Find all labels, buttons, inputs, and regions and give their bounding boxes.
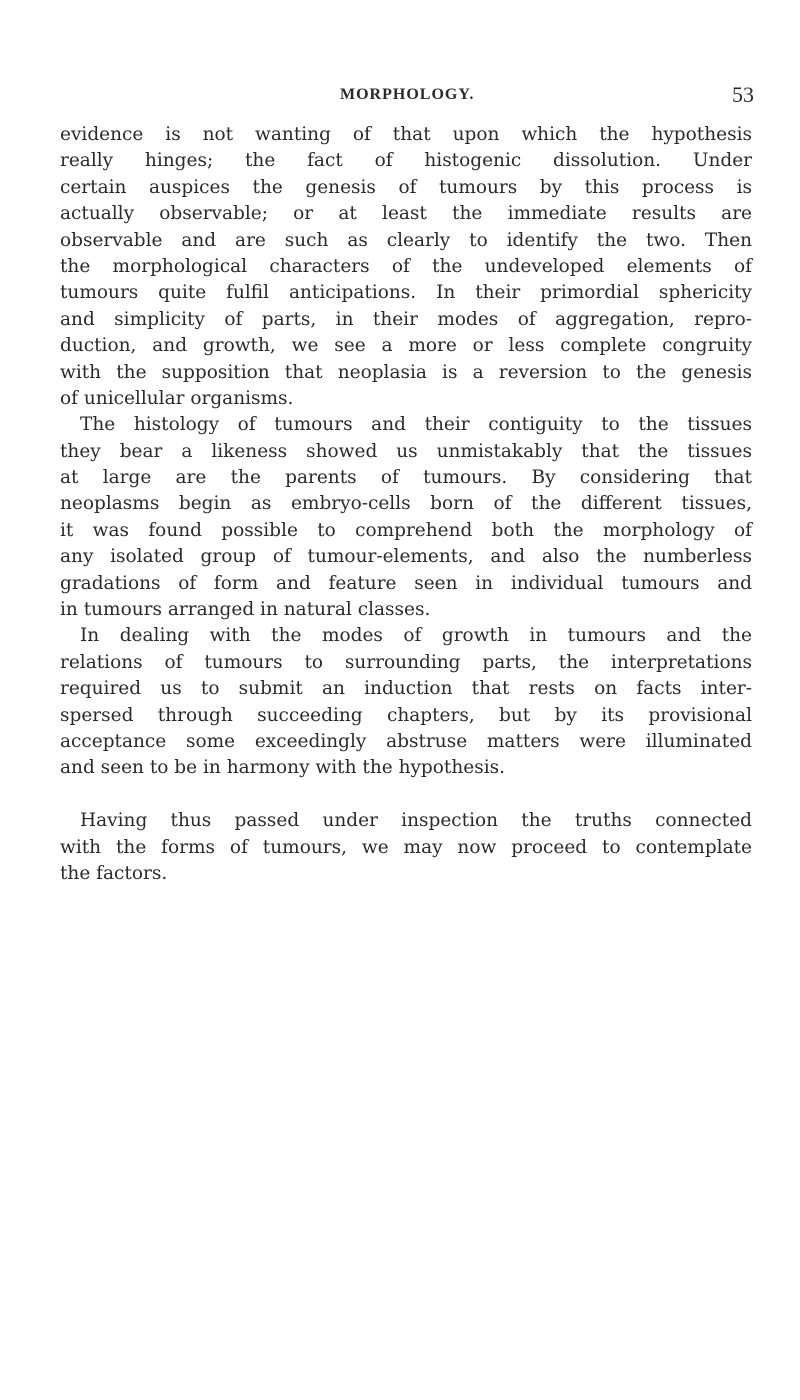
text-line: The histology of tumours and their contiguity to the tissues xyxy=(80,414,752,436)
text-line: certain auspices the genesis of tumours by this process is xyxy=(60,176,752,198)
paragraph xyxy=(60,808,752,887)
text-line: it was found possible to comprehend both the morphology of xyxy=(60,519,752,541)
text-line: observable and are such as clearly to identify the two. Then xyxy=(60,229,752,251)
running-title: MORPHOLOGY. xyxy=(340,86,475,103)
text-line: Having thus passed under inspection the truths connected xyxy=(80,810,752,832)
text-line: actually observable; or at least the immediate results are xyxy=(60,203,752,225)
text-line: In dealing with the modes of growth in tumours and the xyxy=(80,625,752,647)
page-header xyxy=(0,82,800,110)
text-line: of unicellular organisms. xyxy=(60,387,294,409)
body-text xyxy=(60,122,752,887)
text-line: spersed through succeeding chapters, but by its provisional xyxy=(60,704,752,726)
text-line: the morphological characters of the undeveloped elements of xyxy=(60,255,752,277)
text-line: required us to submit an induction that rests on facts inter- xyxy=(60,678,752,700)
text-line: tumours quite fulfil anticipations. In their primordial sphericity xyxy=(60,282,752,304)
text-line: and seen to be in harmony with the hypothesis. xyxy=(60,757,505,779)
text-line: duction, and growth, we see a more or less complete congruity xyxy=(60,335,752,357)
text-line: at large are the parents of tumours. By considering that xyxy=(60,467,752,489)
text-line: evidence is not wanting of that upon which the hypothesis xyxy=(60,124,752,145)
text-line: any isolated group of tumour-elements, and also the numberless xyxy=(60,546,752,568)
text-line: in tumours arranged in natural classes. xyxy=(60,599,431,621)
text-line: the factors. xyxy=(60,862,168,884)
paragraph xyxy=(60,623,752,781)
text-line: neoplasms begin as embryo-cells born of the different tissues, xyxy=(60,493,752,515)
text-line: relations of tumours to surrounding parts, the interpretations xyxy=(60,651,752,673)
text-line: gradations of form and feature seen in individual tumours and xyxy=(60,572,752,594)
text-line: really hinges; the fact of histogenic dissolution. Under xyxy=(60,150,752,172)
page-number: 53 xyxy=(732,82,754,107)
text-line: with the supposition that neoplasia is a reversion to the genesis xyxy=(60,361,752,383)
text-line: with the forms of tumours, we may now proceed to contemplate xyxy=(60,836,752,858)
text-line: and simplicity of parts, in their modes of aggregation, repro- xyxy=(60,308,752,330)
paragraph xyxy=(60,412,752,623)
paragraph xyxy=(60,122,752,412)
text-line: acceptance some exceedingly abstruse matters were illuminated xyxy=(60,730,752,752)
text-line: they bear a likeness showed us unmistakably that the tissues xyxy=(60,440,752,462)
paragraph-gap xyxy=(60,782,752,808)
